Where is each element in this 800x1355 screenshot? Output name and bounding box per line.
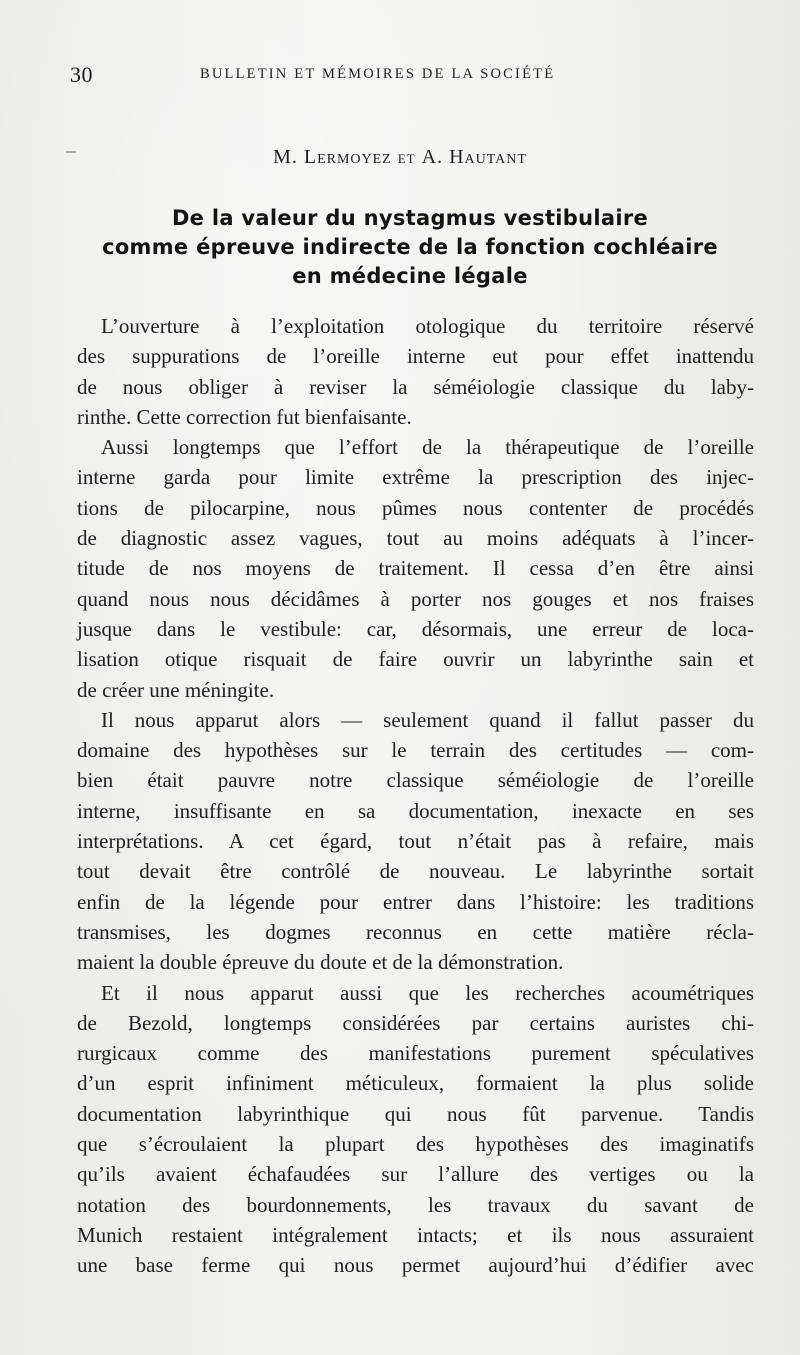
page-number: 30 — [70, 62, 93, 87]
body-line: enfin de la légende pour entrer dans l’histoire: les traditions — [77, 889, 754, 914]
body-line: qu’ils avaient échafaudées sur l’allure des vertiges ou la — [77, 1162, 754, 1187]
body-line: rinthe. Cette correction fut bienfaisante. — [77, 404, 412, 429]
body-line: interprétations. A cet égard, tout n’était pas à refaire, mais — [77, 829, 754, 854]
body-line: quand nous nous décidâmes à porter nos gouges et nos fraises — [77, 586, 754, 611]
body-line: Aussi longtemps que l’effort de la thérapeutique de l’oreille — [101, 435, 754, 460]
body-line: une base ferme qui nous permet aujourd’hui d’édifier avec — [77, 1253, 754, 1278]
body-line: de diagnostic assez vagues, tout au moins adéquats à l’incer- — [77, 526, 754, 551]
title-line: De la valeur du nystagmus vestibulaire — [171, 206, 649, 230]
body-line: domaine des hypothèses sur le terrain des certitudes — com- — [77, 738, 754, 763]
body-line: Munich restaient intégralement intacts; et ils nous assuraient — [77, 1222, 754, 1247]
body-line: documentation labyrinthique qui nous fût parvenue. Tandis — [77, 1101, 754, 1126]
body-line: interne garda pour limite extrême la prescription des injec- — [77, 465, 754, 490]
body-line: d’un esprit infiniment méticuleux, formaient la plus solide — [77, 1071, 754, 1096]
body-line: que s’écroulaient la plupart des hypothèses des imaginatifs — [77, 1132, 754, 1157]
author-1: M. Lermoyez — [273, 146, 392, 168]
body-line: de Bezold, longtemps considérées par certains auristes chi- — [77, 1010, 754, 1035]
body-line: maient la double épreuve du doute et de la démonstration. — [77, 950, 564, 975]
body-line: tions de pilocarpine, nous pûmes nous contenter de procédés — [77, 495, 754, 520]
body-line: Et il nous apparut aussi que les recherches acoumétriques — [101, 980, 754, 1005]
body-line: jusque dans le vestibule: car, désormais, une erreur de loca- — [77, 616, 754, 641]
body-line: L’ouverture à l’exploitation otologique du territoire réservé — [101, 314, 754, 338]
article-body — [77, 311, 754, 1281]
author-conjunction: et — [397, 147, 416, 167]
body-line: titude de nos moyens de traitement. Il cessa d’en être ainsi — [77, 556, 754, 581]
body-line: tout devait être contrôlé de nouveau. Le labyrinthe sortait — [77, 859, 754, 884]
body-line: Il nous apparut alors — seulement quand il fallut passer du — [101, 707, 754, 732]
running-head — [70, 62, 760, 88]
body-line: transmises, les dogmes reconnus en cette matière récla- — [77, 919, 754, 944]
journal-title: BULLETIN ET MÉMOIRES DE LA SOCIÉTÉ — [200, 66, 556, 82]
body-line: de nous obliger à reviser la séméiologie classique du laby- — [77, 374, 754, 399]
body-line: des suppurations de l’oreille interne eut pour effet inattendu — [77, 344, 754, 369]
body-line: rurgicaux comme des manifestations purement spéculatives — [77, 1041, 754, 1066]
body-line: de créer une méningite. — [77, 677, 275, 702]
body-line: notation des bourdonnements, les travaux du savant de — [77, 1192, 754, 1217]
article-authors — [0, 146, 800, 169]
article-title — [60, 204, 760, 291]
body-line: interne, insuffisante en sa documentation, inexacte en ses — [77, 798, 754, 823]
author-2: A. Hautant — [421, 146, 527, 168]
body-line: lisation otique risquait de faire ouvrir un labyrinthe sain et — [77, 647, 754, 672]
title-line: comme épreuve indirecte de la fonction cochléaire — [102, 235, 718, 259]
title-line: en médecine légale — [292, 264, 528, 288]
body-line: bien était pauvre notre classique séméiologie de l’oreille — [77, 768, 754, 793]
